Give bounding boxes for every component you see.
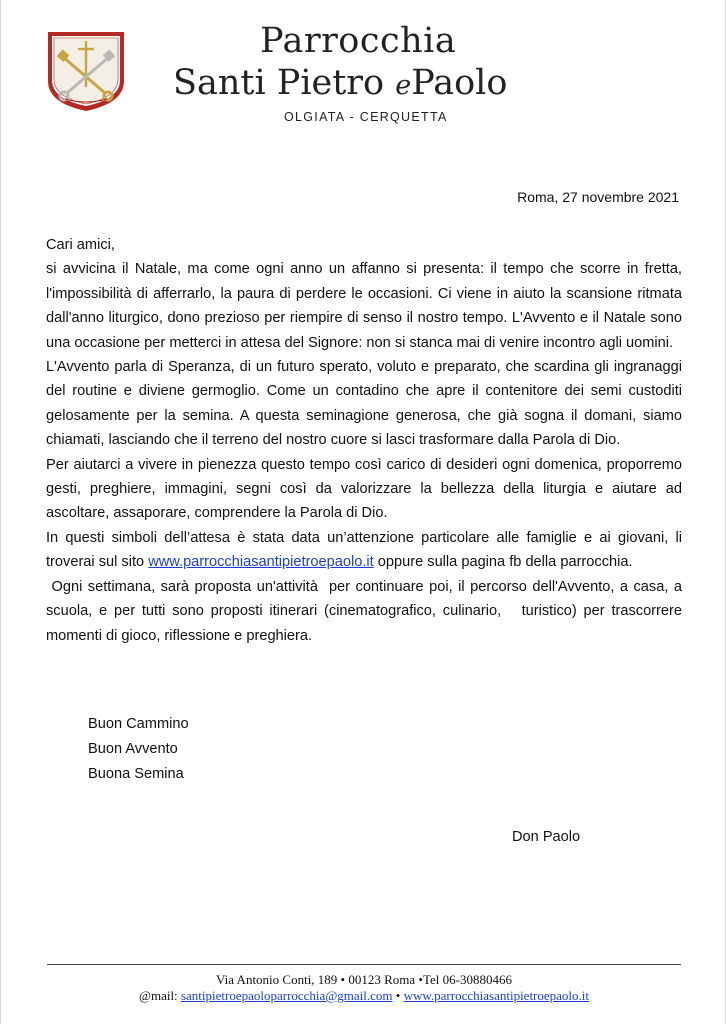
- parish-subtitle: OLGIATA - CERQUETTA: [284, 110, 448, 124]
- footer-email-link[interactable]: santipietroepaoloparrocchia@gmail.com: [180, 988, 393, 1003]
- footer-divider: [47, 964, 681, 965]
- letter-date: Roma, 27 novembre 2021: [517, 189, 679, 205]
- paragraph-4-text-end: oppure sulla pagina fb della parrocchia.: [373, 554, 633, 571]
- paragraph-1: si avvicina il Natale, ma come ogni anno un affanno si presenta: il tempo che scorre in fretta, l'impossibilità di afferrarlo, la paura di perdere le occasioni. Ci viene in aiuto la scansione ritmata dall'anno liturgico, dono prezioso per riempire di senso il nostro tempo. L'Avvento e il Natale sono una occasione per metterci in attesa del Signore: non si stanca mai di venire incontro agli uomini.: [46, 261, 682, 351]
- parish-title-conjunction: e: [395, 70, 412, 101]
- footer-mail-label: @mail:: [138, 988, 181, 1003]
- letter-body: [46, 233, 687, 648]
- paragraph-4-text-start: In questi simboli dell’attesa è stata data un’attenzione particolare alle famiglie e ai giovani, li troverai sul sito: [46, 529, 682, 571]
- paragraph-4: [46, 526, 682, 575]
- parish-title-saints: Santi Pietro: [173, 63, 385, 103]
- footer-address: Via Antonio Conti, 189 • 00123 Roma •Tel 06-30880466: [216, 972, 512, 987]
- footer: [47, 972, 681, 1004]
- footer-contacts: [47, 988, 681, 1004]
- paragraph-3: Per aiutarci a vivere in pienezza questo tempo così carico di desideri ogni domenica, proporremo gesti, preghiere, immagini, segni così da valorizzare la bellezza della liturgia e aiutare ad ascoltare, assaporare, comprendere la Parola di Dio.: [46, 456, 682, 522]
- coat-of-arms-crossed-keys-icon: [45, 29, 127, 113]
- signature: Don Paolo: [512, 829, 581, 845]
- footer-website-link[interactable]: www.parrocchiasantipietroepaolo.it: [403, 988, 590, 1003]
- parish-title-line1: Parrocchia: [260, 21, 457, 61]
- website-link[interactable]: www.parrocchiasantipietroepaolo.it: [148, 554, 374, 571]
- greeting-line: Buon Cammino: [88, 716, 189, 732]
- paragraph-2: L'Avvento parla di Speranza, di un futuro sperato, voluto e preparato, che scardina gli ingranaggi del routine e diviene germoglio. Come un contadino che apre il contenitore dei semi custoditi gelosamente per la semina. A questa seminagione generosa, che già sogna il domani, siamo chiamati, lasciando che il terreno del nostro cuore si lasci trasformare dalla Parola di Dio.: [46, 359, 682, 449]
- greeting-line: Buon Avvento: [88, 741, 178, 757]
- footer-separator: •: [392, 988, 404, 1003]
- closing-greetings: [88, 712, 189, 787]
- parish-title-line2: [173, 63, 508, 103]
- salutation: Cari amici,: [46, 237, 115, 253]
- parish-title-paolo: Paolo: [411, 63, 508, 103]
- greeting-line: Buona Semina: [88, 766, 184, 782]
- paragraph-5: Ogni settimana, sarà proposta un'attività per continuare poi, il percorso dell'Avvento, a casa, a scuola, e per tutti sono proposti itinerari (cinematografico, culinario, turistico) per trascorrere momenti di gioco, riflessione e preghiera.: [46, 578, 687, 644]
